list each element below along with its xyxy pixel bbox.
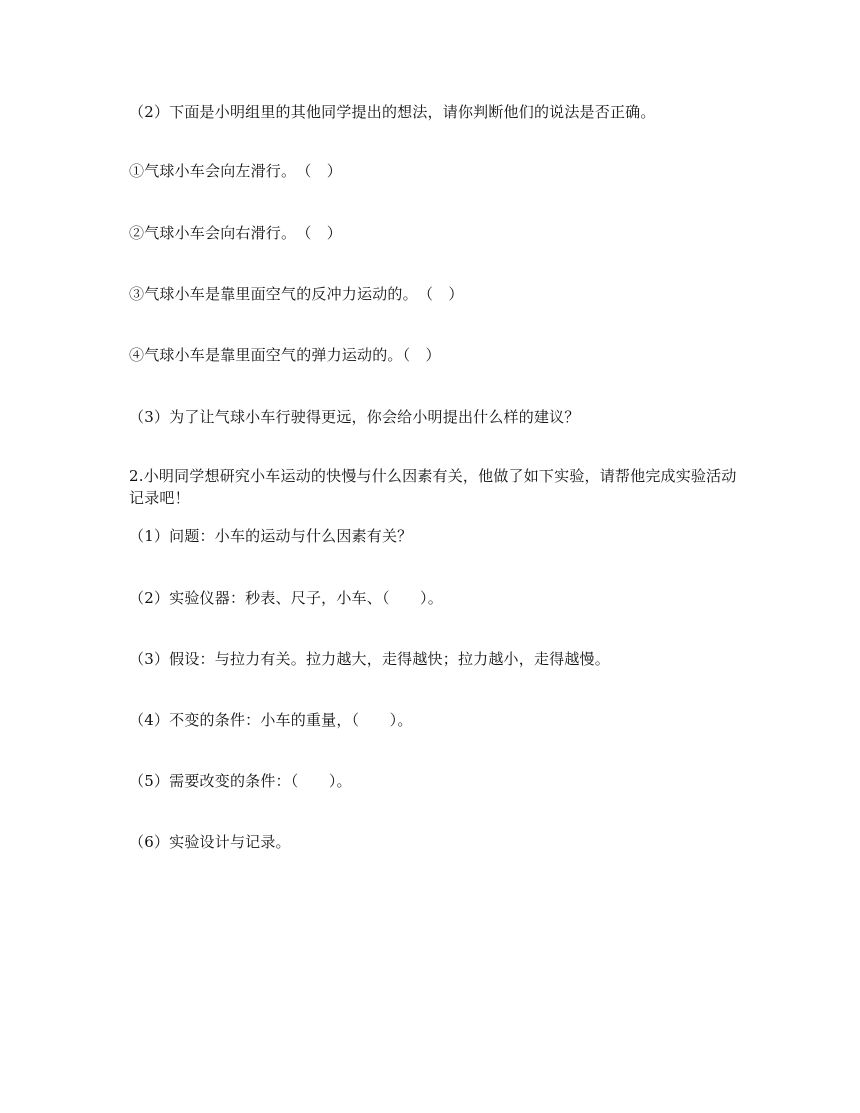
statement-1: ①气球小车会向左滑行。 （ ） [129,162,343,180]
experiment-hypothesis: （3）假设：与拉力有关。拉力越大，走得越快；拉力越小，走得越慢。 [129,650,610,668]
statement-3: ③气球小车是靠里面空气的反冲力运动的。 （ ） [129,285,464,303]
question-2-3-prompt: （3）为了让气球小车行驶得更远，你会给小明提出什么样的建议？ [129,408,580,426]
experiment-design-record: （6）实验设计与记录。 [129,833,291,851]
experiment-variable-conditions: （5）需要改变的条件：（ ）。 [129,772,352,790]
question-2-intro: 2.小明同学想研究小车运动的快慢与什么因素有关，他做了如下实验，请帮他完成实验活动记录吧！ [129,467,737,507]
experiment-question: （1）问题：小车的运动与什么因素有关？ [129,527,413,545]
statement-2: ②气球小车会向右滑行。 （ ） [129,224,343,242]
question-2-2-prompt: （2）下面是小明组里的其他同学提出的想法，请你判断他们的说法是否正确。 [129,103,656,121]
experiment-constant-conditions: （4）不变的条件：小车的重量，（ ）。 [129,711,413,729]
experiment-instruments: （2）实验仪器：秒表、尺子，小车、（ ）。 [129,589,443,607]
statement-4: ④气球小车是靠里面空气的弹力运动的。（ ） [129,346,441,364]
